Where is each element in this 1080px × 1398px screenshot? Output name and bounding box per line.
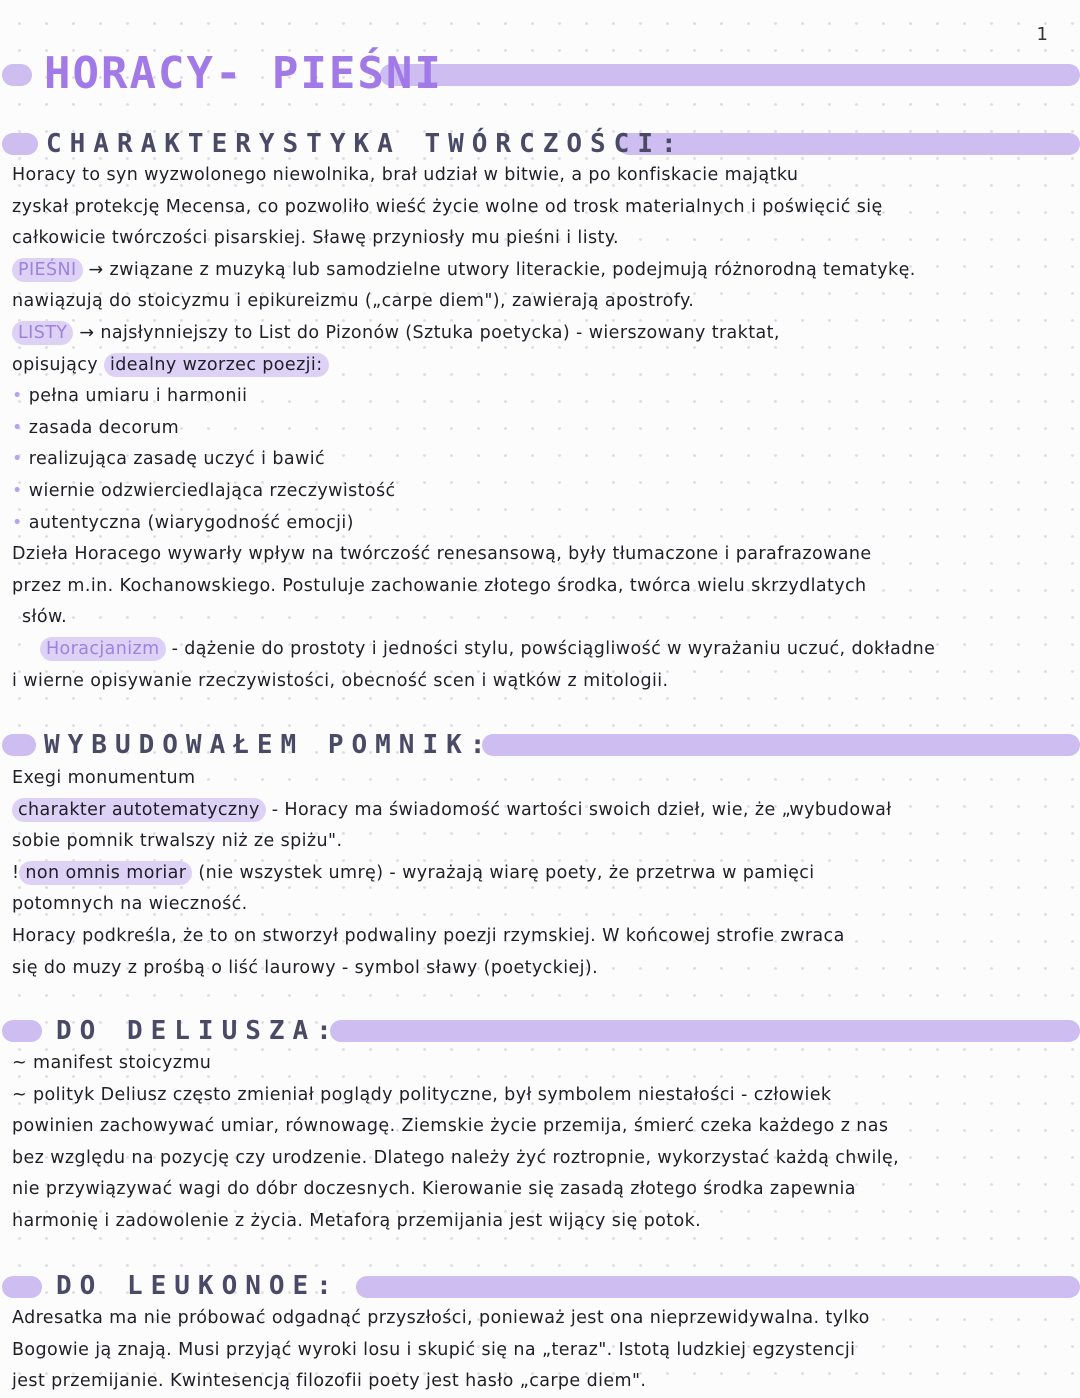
listy-label: LISTY bbox=[12, 321, 73, 345]
text-line bbox=[12, 634, 1072, 666]
section-bar-right bbox=[330, 1020, 1080, 1042]
text-line bbox=[12, 318, 1072, 350]
horacjanizm-label: Horacjanizm bbox=[40, 637, 166, 661]
list-item bbox=[12, 476, 1072, 508]
list-item-text: realizująca zasadę uczyć i bawić bbox=[28, 449, 326, 470]
section-bar-right bbox=[618, 133, 1080, 155]
text-line: Bogowie ją znają. Musi przyjąć wyroki losu i skupić się na „teraz". Istotą ludzkiej egzystencji bbox=[12, 1339, 856, 1360]
list-item-text: autentyczna (wiarygodność emocji) bbox=[28, 512, 354, 533]
bullet-icon: • bbox=[12, 449, 23, 470]
section-bar-left bbox=[2, 133, 38, 155]
text-line: jest przemijanie. Kwintesencją filozofii poety jest hasło „carpe diem". bbox=[12, 1371, 647, 1392]
bullet-icon: • bbox=[12, 417, 23, 438]
list-item-text: pełna umiaru i harmonii bbox=[28, 386, 248, 407]
text-line: Horacy to syn wyzwolonego niewolnika, brał udział w bitwie, a po konfiskacie majątku bbox=[12, 165, 799, 185]
text-line: ~ manifest stoicyzmu bbox=[12, 1053, 212, 1073]
text-line: i wierne opisywanie rzeczywistości, obecność scen i wątków z mitologii. bbox=[12, 670, 669, 691]
text-line bbox=[12, 255, 1072, 287]
text-line: harmonię i zadowolenie z życia. Metaforą przemijania jest wijący się potok. bbox=[12, 1210, 702, 1231]
text-line: potomnych na wieczność. bbox=[12, 894, 248, 915]
text-line: Dzieła Horacego wywarły wpływ na twórczość renesansową, były tłumaczone i parafrazowane bbox=[12, 544, 872, 565]
title-bar-right bbox=[380, 64, 1080, 86]
section-bar-right bbox=[482, 734, 1080, 756]
bullet-icon: • bbox=[12, 480, 23, 501]
section-heading-characteristics: CHARAKTERYSTYKA TWÓRCZOŚCI: bbox=[46, 129, 685, 159]
text-line: zyskał protekcję Mecensa, co pozwoliło wieść życie wolne od trosk materialnych i poświęcić się bbox=[12, 196, 883, 217]
text-line: powinien zachowywać umiar, równowagę. Ziemskie życie przemija, śmierć czeka każdego z nas bbox=[12, 1116, 889, 1137]
listy-text-prefix: opisujący bbox=[12, 354, 99, 375]
horacjanizm-text: - dążenie do prostoty i jedności stylu, powściągliwość w wyrażaniu uczuć, dokładne bbox=[171, 638, 936, 659]
section-bar-left bbox=[2, 734, 36, 756]
page-number: 1 bbox=[1036, 24, 1048, 45]
section-characteristics-body bbox=[12, 160, 1072, 697]
ideal-pattern-highlight: idealny wzorzec poezji: bbox=[104, 353, 328, 377]
piesni-label: PIEŚNI bbox=[12, 258, 83, 282]
bullet-icon: • bbox=[12, 386, 23, 407]
list-item bbox=[12, 508, 1072, 540]
exclamation-icon: ! bbox=[12, 862, 20, 883]
section-pomnik-body bbox=[12, 763, 1072, 984]
section-bar-left bbox=[2, 1276, 42, 1298]
section-leukonoe-body bbox=[12, 1303, 1072, 1398]
text-line: Horacy podkreśla, że to on stworzył podwaliny poezji rzymskiej. W końcowej strofie zwraca bbox=[12, 925, 845, 946]
autotematic-label: charakter autotematyczny bbox=[12, 798, 266, 822]
text-line: się do muzy z prośbą o liść laurowy - symbol sławy (poetyckiej). bbox=[12, 957, 599, 978]
text-line: sobie pomnik trwalszy niż ze spiżu". bbox=[12, 831, 343, 852]
list-item bbox=[12, 444, 1072, 476]
text-line: nie przywiązywać wagi do dóbr doczesnych. Kierowanie się zasadą złotego środka zapewnia bbox=[12, 1179, 856, 1200]
list-item bbox=[12, 381, 1072, 413]
listy-text: → najsłynniejszy to List do Pizonów (Sztuka poetycka) - wierszowany traktat, bbox=[79, 322, 780, 343]
text-line: bez względu na pozycję czy urodzenie. Dlatego należy żyć roztropnie, wykorzystać każdą chwilę, bbox=[12, 1147, 900, 1168]
text-line bbox=[12, 350, 1072, 382]
text-line bbox=[12, 858, 1072, 890]
section-bar-left bbox=[2, 1020, 42, 1042]
text-line: nawiązują do stoicyzmu i epikureizmu („carpe diem"), zawierają apostrofy. bbox=[12, 291, 695, 312]
non-omnis-text: (nie wszystek umrę) - wyrażają wiarę poety, że przetrwa w pamięci bbox=[198, 862, 815, 883]
non-omnis-label: non omnis moriar bbox=[19, 861, 192, 885]
text-line: Exegi monumentum bbox=[12, 768, 196, 788]
section-deliusz-body bbox=[12, 1048, 1072, 1238]
text-line: słów. bbox=[22, 607, 68, 628]
text-line: Adresatka ma nie próbować odgadnąć przyszłości, ponieważ jest ona nieprzewidywalna. tylko bbox=[12, 1308, 870, 1328]
list-item-text: zasada decorum bbox=[28, 417, 180, 438]
section-heading-pomnik: WYBUDOWAŁEM POMNIK: bbox=[44, 730, 494, 760]
text-line: ~ polityk Deliusz często zmieniał poglądy polityczne, był symbolem niestałości - człowiek bbox=[12, 1084, 832, 1105]
piesni-text: → związane z muzyką lub samodzielne utwory literackie, podejmują różnorodną tematykę. bbox=[88, 259, 916, 280]
bullet-icon: • bbox=[12, 512, 23, 533]
title-bar-left bbox=[2, 64, 32, 86]
page-title: HORACY- PIEŚNI bbox=[44, 48, 443, 99]
section-bar-right bbox=[356, 1276, 1080, 1298]
list-item-text: wiernie odzwierciedlająca rzeczywistość bbox=[28, 480, 396, 501]
text-line bbox=[12, 795, 1072, 827]
text-line: całkowicie twórczości pisarskiej. Sławę przyniosły mu pieśni i listy. bbox=[12, 228, 619, 249]
section-heading-leukonoe: DO LEUKONOE: bbox=[56, 1271, 340, 1301]
text-line: przez m.in. Kochanowskiego. Postuluje zachowanie złotego środka, twórca wielu skrzydlatych bbox=[12, 575, 867, 596]
section-heading-deliusz: DO DELIUSZA: bbox=[56, 1016, 340, 1046]
autotematic-text: - Horacy ma świadomość wartości swoich dzieł, wie, że „wybudował bbox=[271, 799, 892, 820]
list-item bbox=[12, 413, 1072, 445]
